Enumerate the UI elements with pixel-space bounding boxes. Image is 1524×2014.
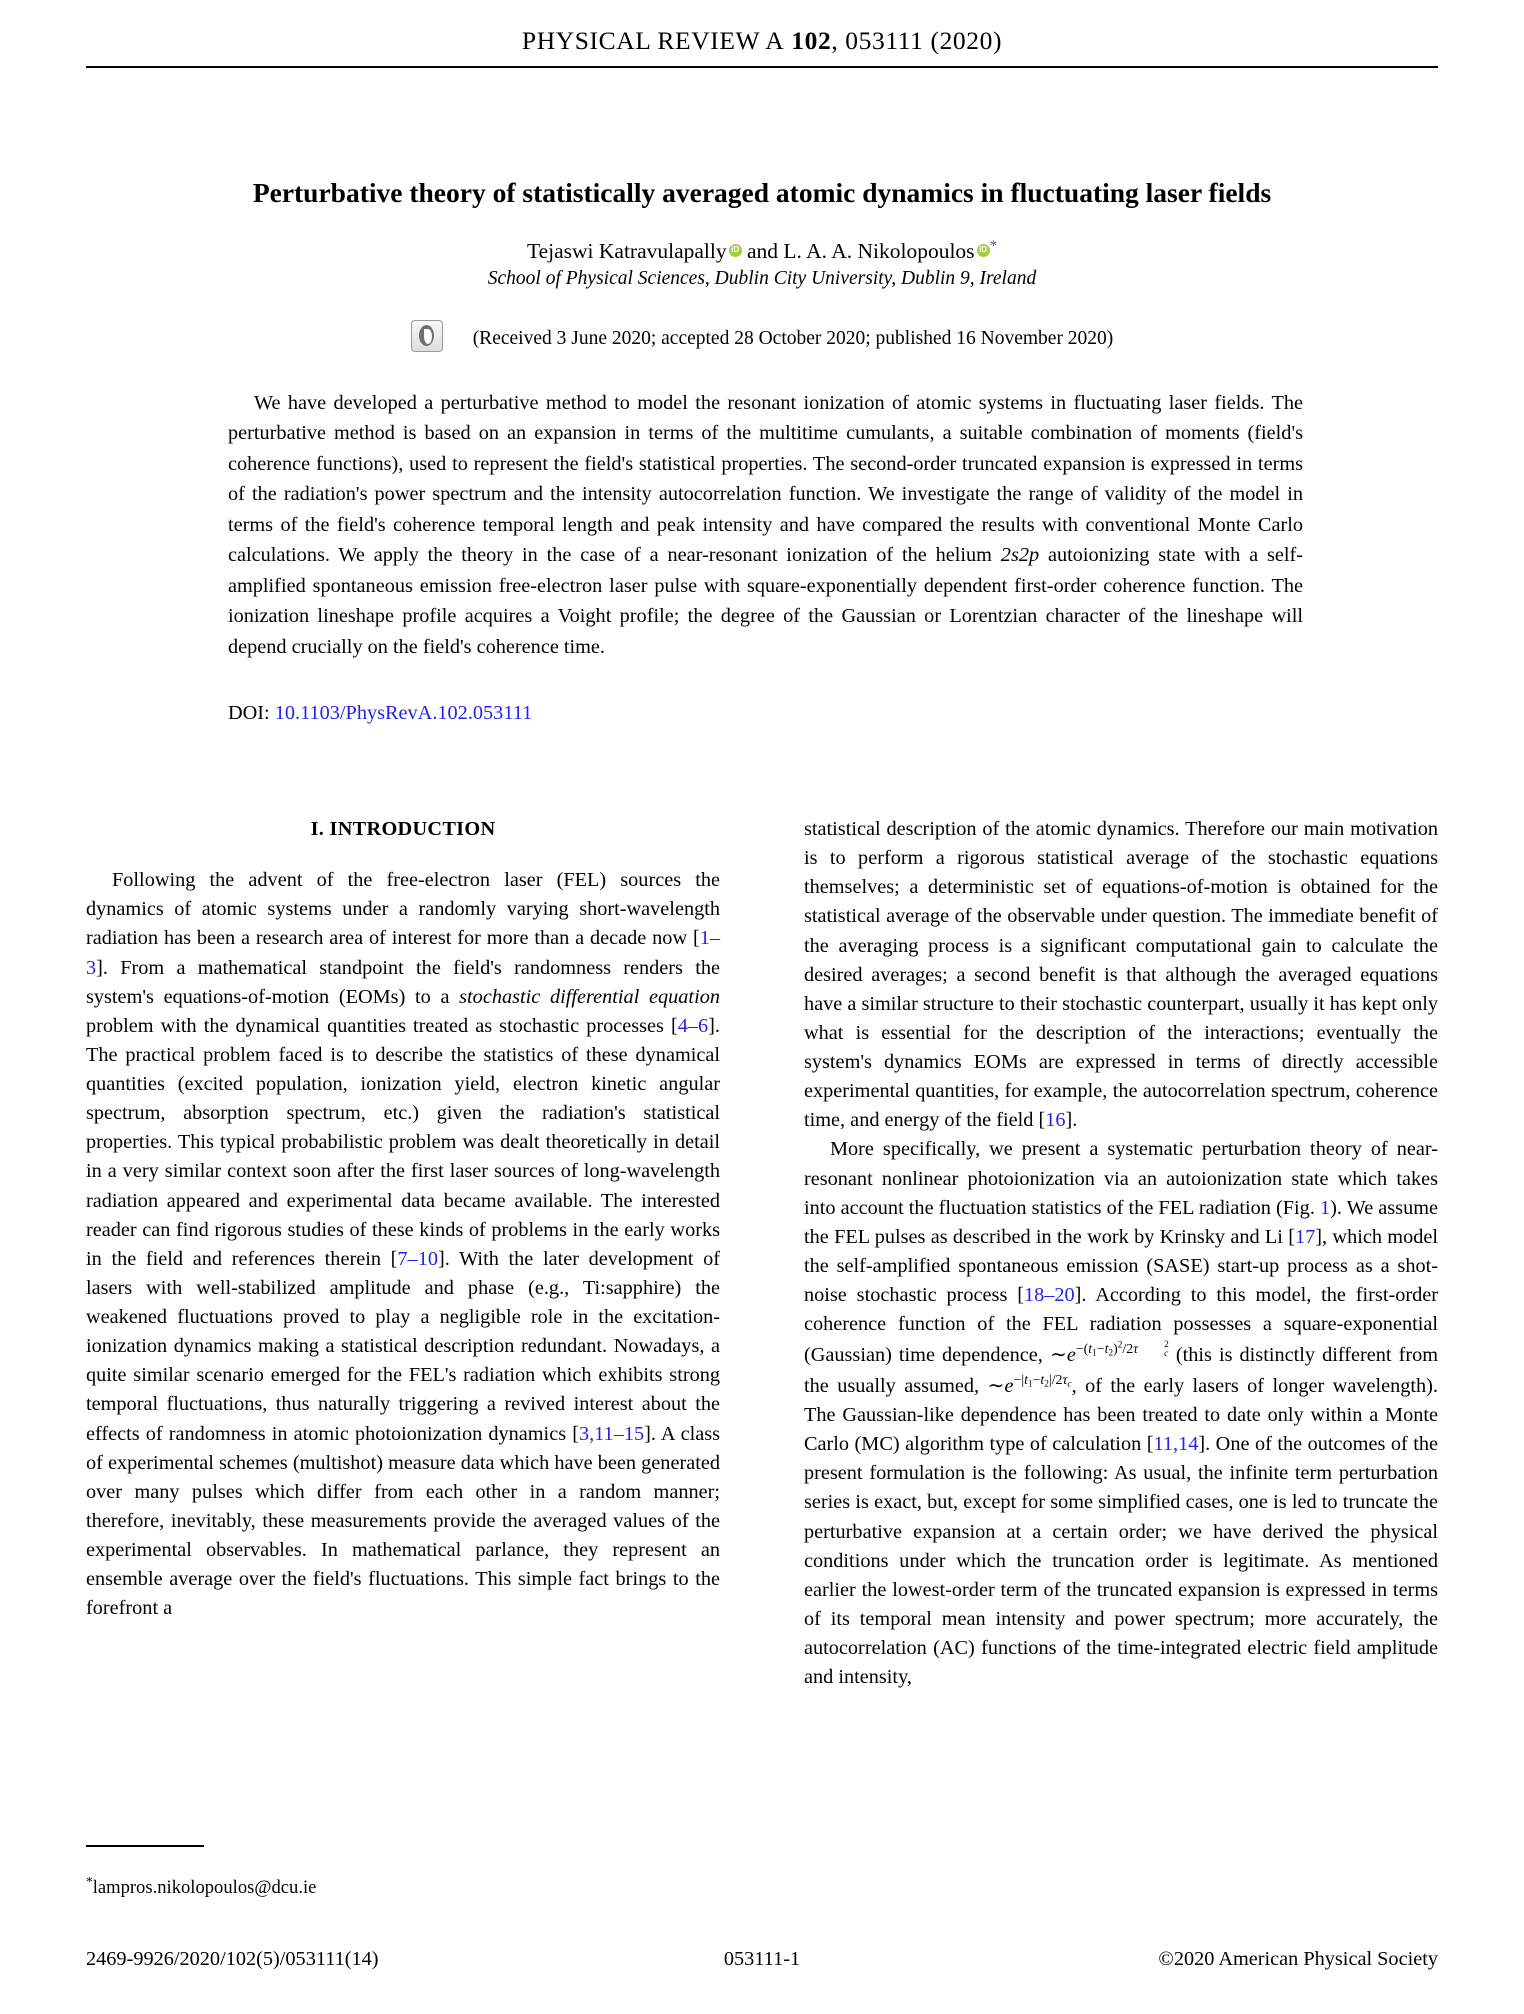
intro-text-d: ]. The practical problem faced is to describe the statistics of these dynamical quantities (excited population, ionization yield, electron kinetic angular spectrum, absorption spectrum, etc.) given the radiation's statistical properties. This typical probabilistic problem was dealt theoretically in detail in a very similar context soon after the first laser sources of long-wavelength radiation appeared and experimental data became available. The interested reader can find rigorous studies of these kinds of problems in the early works in the field and references therein [ — [86, 1014, 720, 1270]
intro-text-f: ]. A class of experimental schemes (multishot) measure data which have been generated over many pulses which differ from each other in a random manner; therefore, inevitably, these measurements provide the averaged values of the experimental observables. In mathematical parlance, they represent an ensemble average over the field's fluctuations. This simple fact brings to the forefront a — [86, 1422, 720, 1620]
right-text-a: statistical description of the atomic dynamics. Therefore our main motivation is to perform a rigorous statistical average of the stochastic equations themselves; a deterministic set of equations-of-motion is obtained for the statistical average of the observable under question. The immediate benefit of the averaging process is a significant computational gain to calculate the desired averages; a second benefit is that although the averaged equations have a similar structure to their stochastic counterpart, usually it has kept only what is essential for the description of the interactions; eventually the system's dynamics EOMs are expressed in terms of directly accessible experimental quantities, for example, the autocorrelation spectrum, coherence time, and energy of the field [ — [804, 818, 1438, 1132]
intro-italic-sde: stochastic differential equation — [459, 985, 720, 1008]
abstract-text-part2: autoionizing state with a self-amplified spontaneous emission free-electron laser pulse with square-exponentially dependent first-order coherence function. The ionization lineshape profile acquires a Voight profile; the degree of the Gaussian or Lorentzian character of the lineshape will depend crucially on the field's coherence time. — [228, 544, 1303, 658]
footnote-marker: * — [86, 1874, 93, 1889]
citation-link-3-11-15[interactable]: 3,11–15 — [578, 1422, 645, 1445]
body-column-left — [86, 815, 720, 1623]
footnote-email[interactable]: lampros.nikolopoulos@dcu.ie — [92, 1877, 317, 1899]
copyright-notice: ©2020 American Physical Society — [1158, 1948, 1438, 1970]
article-number: 053111 — [845, 26, 924, 55]
publication-dates: (Received 3 June 2020; accepted 28 October 2020; published 16 November 2020) — [472, 328, 1114, 349]
header-divider — [86, 66, 1438, 68]
doi-link[interactable]: 10.1103/PhysRevA.102.053111 — [274, 702, 533, 724]
author-name-first: Tejaswi Katravulapally — [526, 239, 727, 264]
citation-link-7-10[interactable]: 7–10 — [397, 1247, 438, 1270]
right-text-c: More specifically, we present a systematic perturbation theory of near-resonant nonlinear photoionization via an autoionization state which takes into account the fluctuation statistics of the FEL radiation (Fig. — [804, 1138, 1438, 1219]
math-gaussian-coherence: $\sim e^{-(t_1-t_2)^2/2\tau 2 c}$ — [1049, 1340, 1169, 1367]
page-number: 053111-1 — [723, 1948, 801, 1970]
author-list — [140, 237, 1384, 266]
citation-link-16[interactable]: 16 — [1045, 1109, 1066, 1132]
footnote-divider — [86, 1845, 204, 1847]
section-heading-introduction: I. INTRODUCTION — [310, 818, 496, 840]
citation-link-11-14[interactable]: 11,14 — [1153, 1433, 1199, 1456]
page-title: Perturbative theory of statistically averaged atomic dynamics in fluctuating laser fields — [252, 177, 1272, 208]
intro-text-b: ]. From a mathematical standpoint the field's randomness renders the system's equations-of-motion (EOMs) to a — [86, 956, 720, 1008]
citation-link-1-3[interactable]: 1–3 — [86, 927, 720, 979]
right-text-f: ]. According to this model, the first-order coherence function of the FEL radiation possesses a square-exponential (Gaussian) time dependence, — [804, 1284, 1439, 1367]
running-head: PHYSICAL REVIEW A 102, 053111 (2020) — [521, 26, 1003, 55]
right-text-h: , of the early lasers of longer wavelength). The Gaussian-like dependence has been treated to date only within a Monte Carlo (MC) algorithm type of calculation [ — [804, 1374, 1438, 1456]
orcid-id-icon[interactable] — [729, 244, 742, 257]
publication-dates-row — [140, 320, 1384, 352]
orcid-id-icon[interactable] — [977, 244, 990, 257]
paragraph-right-1 — [804, 815, 1438, 1135]
right-text-i: ]. One of the outcomes of the present formulation is the following: As usual, the infinite term perturbation series is exact, but, except for some simplified cases, one is led to truncate the perturbative expansion at a certain order; we have derived the physical conditions under which the truncation order is legitimate. As mentioned earlier the lowest-order term of the truncated expansion is expressed in terms of its temporal mean intensity and power spectrum; more accurately, the autocorrelation (AC) functions of the time-integrated electric field amplitude and intensity, — [804, 1433, 1438, 1689]
citation-link-4-6[interactable]: 4–6 — [677, 1014, 709, 1037]
citation-link-18-20[interactable]: 18–20 — [1023, 1284, 1075, 1306]
right-text-g: (this is distinctly different from the usually assumed, — [804, 1344, 1438, 1397]
footnote-corresponding-email — [86, 1874, 720, 1899]
doi-line — [228, 702, 532, 725]
doi-label: DOI: — [228, 702, 275, 724]
author-conjunction: and — [741, 239, 784, 264]
corresponding-author-marker[interactable]: * — [989, 238, 998, 254]
math-exponential-coherence: $\sim e^{-|t_1-t_2|/2\tau_c}$ — [987, 1372, 1072, 1397]
right-text-b: ]. — [1065, 1109, 1078, 1132]
abstract-italic-state: 2s2p — [1000, 544, 1040, 567]
body-column-right — [804, 815, 1438, 1692]
crossmark-badge-icon[interactable] — [411, 320, 443, 352]
paragraph-right-2 — [804, 1135, 1438, 1692]
intro-text-a: Following the advent of the free-electron laser (FEL) sources the dynamics of atomic systems under a randomly varying short-wavelength radiation has been a research area of interest for more than a decade now [ — [86, 869, 720, 950]
issn-article-code: 2469-9926/2020/102(5)/053111(14) — [86, 1948, 379, 1970]
paragraph-intro-1 — [86, 866, 720, 1623]
citation-link-17[interactable]: 17 — [1295, 1225, 1316, 1248]
intro-text-c: problem with the dynamical quantities treated as stochastic processes [ — [86, 1014, 678, 1037]
figure-reference-1[interactable]: 1 — [1319, 1196, 1331, 1219]
right-text-e: ], which model the self-amplified spontaneous emission (SASE) start-up process as a shot-noise stochastic process [ — [804, 1225, 1438, 1306]
abstract — [228, 388, 1303, 662]
author-name-second: L. A. A. Nikolopoulos — [783, 239, 975, 264]
affiliation: School of Physical Sciences, Dublin City University, Dublin 9, Ireland — [487, 268, 1037, 289]
intro-text-e: ]. With the later development of lasers with well-stabilized amplitude and phase (e.g., Ti:sapphire) the weakened fluctuations proved to play a negligible role in the excitation-ionization dynamics making a statistical description redundant. Nowadays, a quite similar scenario emerged for the FEL's radiation which exhibits strong temporal fluctuations, thus naturally triggering a revived interest about the effects of randomness in atomic photoionization dynamics [ — [86, 1247, 720, 1445]
abstract-text-part1: We have developed a perturbative method to model the resonant ionization of atomic systems in fluctuating laser fields. The perturbative method is based on an expansion in terms of the multitime cumulants, a suitable combination of moments (field's coherence functions), used to represent the field's statistical properties. The second-order truncated expansion is expressed in terms of the radiation's power spectrum and the intensity autocorrelation function. We investigate the range of validity of the model in terms of the field's coherence temporal length and peak intensity and have compared the results with conventional Monte Carlo calculations. We apply the theory in the case of a near-resonant ionization of the helium — [228, 392, 1303, 567]
publication-year: (2020) — [930, 26, 1003, 55]
journal-name: PHYSICAL REVIEW A — [521, 26, 785, 55]
right-text-d: ). We assume the FEL pulses as described in the work by Krinsky and Li [ — [804, 1196, 1438, 1248]
volume-number: 102 — [791, 26, 832, 55]
